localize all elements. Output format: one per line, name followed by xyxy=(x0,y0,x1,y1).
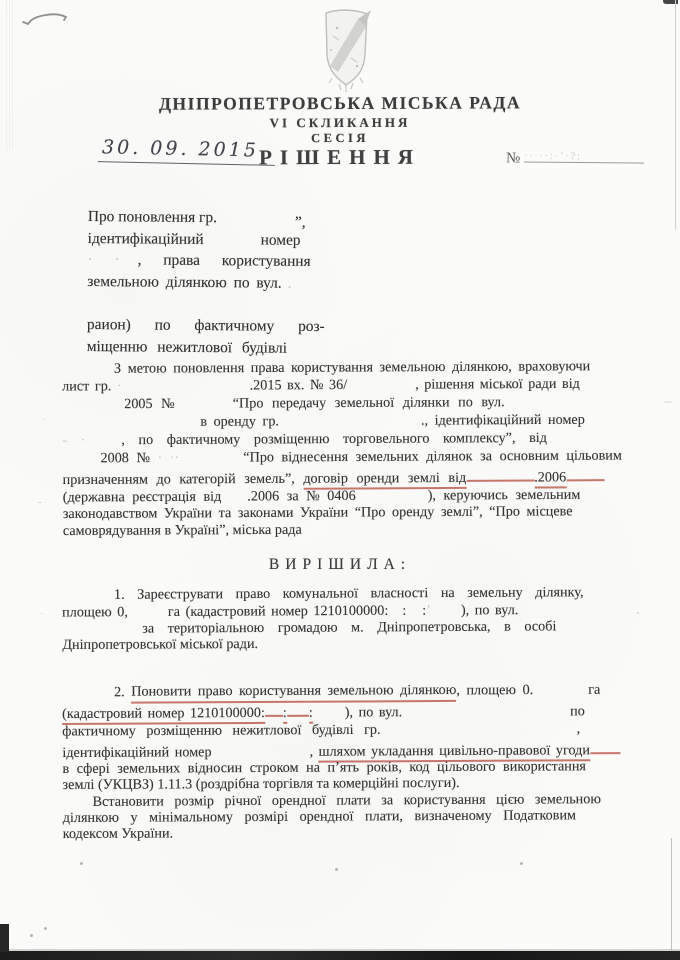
text-segment: ʼ xyxy=(426,602,431,619)
text-segment: га xyxy=(588,681,601,698)
convocation-line: VI СКЛИКАННЯ xyxy=(269,114,411,131)
text-segment: ідентифікаційний xyxy=(87,229,204,248)
scan-speck xyxy=(520,862,523,865)
text-segment: .2006 xyxy=(534,469,566,489)
blank-gap xyxy=(590,737,620,754)
text-line xyxy=(62,410,672,431)
text-segment: Дніпропетровської міської ради. xyxy=(62,636,259,654)
text-segment: 2008 № xyxy=(100,449,151,467)
text-segment: лист гр. xyxy=(62,378,112,395)
text-segment: га (кадастровий номер 1210100000: xyxy=(167,602,389,621)
text-segment: кодексом України. xyxy=(62,825,174,843)
text-segment: (державна реєстрація від xyxy=(62,488,222,506)
text-segment: ., ідентифікаційний номер xyxy=(420,411,585,429)
blank-gap xyxy=(431,601,461,615)
text-segment: Встановити розмір річної орендної плати за користування цією земельною xyxy=(92,790,601,810)
faded-margin-mark: · xyxy=(42,414,46,426)
text-segment: , по фактичному розміщенню торговельного комплексу”, від xyxy=(121,430,547,449)
scan-speck xyxy=(80,862,83,865)
text-segment: . xyxy=(287,274,292,292)
text-line xyxy=(87,314,337,338)
blank-gap xyxy=(287,699,309,716)
text-segment: , xyxy=(576,720,581,737)
text-line xyxy=(62,600,672,621)
text-segment: 2. xyxy=(114,684,132,701)
text-segment: : xyxy=(422,602,427,619)
blank-gap xyxy=(505,392,665,406)
blank-gap xyxy=(356,486,428,500)
text-segment: ), керуючись земельним xyxy=(427,487,581,504)
blank-gap xyxy=(175,394,233,408)
text-segment: (кадастровий номер 1210100000: xyxy=(62,705,265,726)
text-segment: ), по вул. xyxy=(344,703,403,721)
text-line xyxy=(62,698,672,722)
text-line xyxy=(63,823,673,842)
handwritten-date: 30. 09. 2015 xyxy=(98,136,275,166)
blank-gap xyxy=(533,680,588,694)
text-line xyxy=(87,249,337,273)
blank-gap xyxy=(120,250,138,265)
faded-margin-mark: - xyxy=(38,496,42,508)
number-label: № xyxy=(505,150,521,167)
text-line xyxy=(87,292,337,316)
blank-gap xyxy=(179,448,243,462)
blank-gap xyxy=(518,600,636,614)
text-segment: самоврядування в Україні”, міська рада xyxy=(62,521,302,539)
text-segment: · ·· xyxy=(149,449,180,466)
paragraph-intro xyxy=(62,358,673,539)
paragraph-subject xyxy=(87,206,338,359)
text-segment: землі (УКЦВЗ) 1.11.3 (роздрібна торгівля та комерційні послуги). xyxy=(62,775,460,794)
blank-gap xyxy=(347,376,415,390)
text-line xyxy=(63,519,673,539)
text-segment: “Про передачу земельної ділянки по вул. xyxy=(232,394,505,412)
session-line: СЕСІЯ xyxy=(311,130,369,146)
scan-edge-line-bottom xyxy=(671,838,673,950)
number-faded-value: ·· ··:·’·?; xyxy=(524,151,644,164)
text-segment: · xyxy=(111,378,122,395)
blank-gap xyxy=(128,603,168,617)
paragraph-item2 xyxy=(62,680,673,843)
text-line xyxy=(63,464,673,489)
blank-gap xyxy=(279,411,421,425)
paragraph-item1 xyxy=(62,584,672,653)
text-segment: ”, xyxy=(294,213,306,231)
text-segment: раион) по фактичному роз- xyxy=(86,315,325,336)
text-segment: · · xyxy=(87,251,120,269)
text-segment: ідентифікаційний номер xyxy=(62,744,212,761)
blank-gap xyxy=(466,464,534,481)
blank-gap xyxy=(212,742,310,756)
text-segment: договір оренди землі від xyxy=(303,470,466,490)
text-segment: : xyxy=(402,602,407,619)
text-segment: Про поновлення гр. xyxy=(87,207,218,227)
text-segment: : xyxy=(283,705,287,725)
scan-speck xyxy=(44,927,47,930)
blank-gap xyxy=(265,700,283,717)
text-segment: З метою поновлення права користування земельною ділянкою, враховуючи xyxy=(113,358,591,377)
pen-mark-top-left xyxy=(22,10,68,26)
text-segment: , площею 0. xyxy=(456,682,534,699)
blank-gap xyxy=(406,601,422,615)
text-segment: призначенням до категорій земель”, xyxy=(62,470,304,488)
scan-corner-block xyxy=(0,924,9,952)
text-segment: 2005 № xyxy=(124,396,175,413)
text-line xyxy=(88,228,338,252)
text-segment: в оренду гр. xyxy=(200,413,280,430)
text-line xyxy=(88,206,338,230)
text-segment: земельною ділянкою по вул. xyxy=(87,272,282,292)
scan-speck xyxy=(335,868,338,871)
text-segment: 1. Зареєструвати право комунальної власності на земельну ділянку, xyxy=(113,584,584,603)
blank-gap xyxy=(313,703,345,717)
text-segment: , xyxy=(309,743,319,760)
text-segment: – xyxy=(664,393,672,410)
faded-margin-mark: · xyxy=(40,608,44,620)
resolution-heading: ВИРІШИЛА: xyxy=(268,556,412,573)
text-segment: за територіальною громадою м. Дніпропетровська, в особі xyxy=(142,618,557,637)
text-line xyxy=(62,634,672,653)
text-segment: фактичному розміщенню нежитлової будівлі гр. xyxy=(62,721,381,740)
blank-gap xyxy=(217,208,295,223)
text-segment: .2006 за № 0406 xyxy=(247,488,356,505)
document-type-title: РІШЕННЯ xyxy=(259,144,421,170)
blank-gap xyxy=(566,464,604,481)
scan-speck xyxy=(30,934,33,937)
text-segment: номер xyxy=(260,231,301,249)
text-segment: ), по вул. xyxy=(460,602,519,619)
text-line xyxy=(63,791,673,810)
blank-gap xyxy=(380,719,576,734)
text-segment: міщенню нежитлової будівлі xyxy=(86,337,288,357)
text-segment: : xyxy=(309,704,313,724)
blank-gap xyxy=(85,431,121,445)
blank-gap xyxy=(388,601,402,615)
text-segment: по xyxy=(570,703,585,720)
text-segment: в сфері земельних відносин строком на п’ять років, код цільового використання xyxy=(62,758,586,778)
text-segment: площею 0, xyxy=(62,604,128,621)
text-line xyxy=(87,271,337,295)
text-segment: законодавством України та законами України “Про оренду землі”, “Про місцеве xyxy=(62,503,573,523)
blank-gap xyxy=(204,229,261,244)
text-segment: , права користування xyxy=(137,251,311,271)
text-segment: .2015 вх. № 36/ xyxy=(249,377,348,394)
blank-gap xyxy=(402,702,570,716)
text-segment: “Про віднесення земельних ділянок за основним цільовим xyxy=(243,447,622,466)
text-segment: . xyxy=(636,601,640,618)
blank-gap xyxy=(221,487,247,501)
scan-bottom-bar xyxy=(0,951,680,960)
text-segment: ділянкою у мінімальному розмірі орендної плати, визначеному Податковим xyxy=(62,807,577,827)
text-segment: шляхом укладання цивільно-правової угоди xyxy=(319,742,590,763)
text-segment: - · xyxy=(62,432,86,449)
text-segment: , рішення міської ради від xyxy=(415,376,580,394)
coat-of-arms-icon xyxy=(317,6,375,92)
blank-gap xyxy=(122,376,250,390)
text-segment: Поновити право користування земельною ділянкою xyxy=(131,682,456,703)
document-number xyxy=(506,150,644,168)
org-name: ДНІПРОПЕТРОВСЬКА МІСЬКА РАДА xyxy=(158,92,522,114)
text-line xyxy=(87,336,337,360)
